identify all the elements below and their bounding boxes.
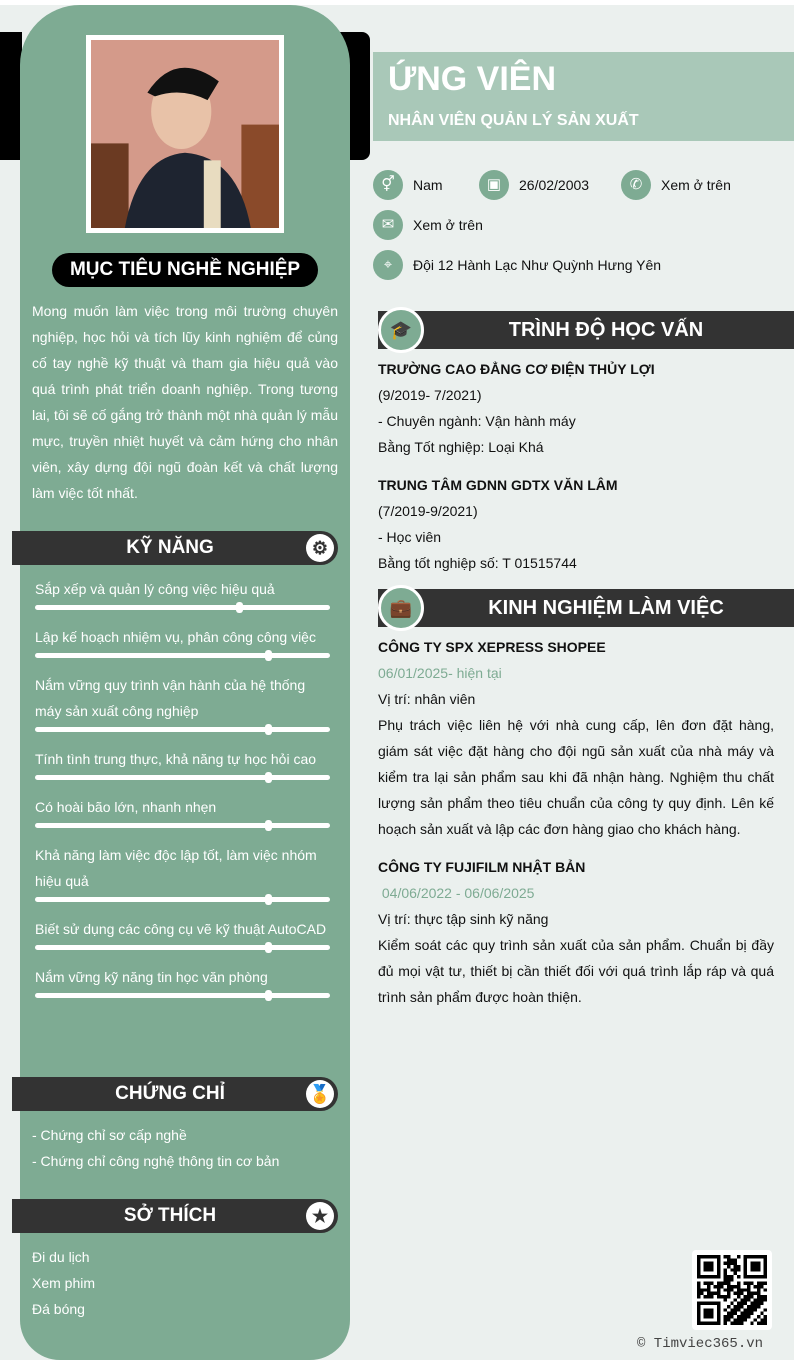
skill-label: Khả năng làm việc độc lập tốt, làm việc nhóm hiệu quả (35, 847, 317, 889)
company-name: CÔNG TY FUJIFILM NHẬT BẢN (378, 859, 586, 875)
contact-address (373, 250, 661, 280)
hobbies-header (12, 1199, 338, 1233)
skill-level-marker (265, 820, 272, 831)
gear-icon: ⚙ (306, 534, 334, 562)
skills-header (12, 531, 338, 565)
experience-period: 04/06/2022 - 06/06/2025 (378, 885, 535, 901)
calendar-icon: ▣ (479, 170, 509, 200)
skill-level-bar (35, 993, 330, 998)
hobbies-title: SỞ THÍCH (123, 1205, 217, 1226)
avatar (86, 35, 284, 233)
gender-icon: ⚥ (373, 170, 403, 200)
experience-description: Kiểm soát các quy trình sản xuất của sản phẩm. Chuẩn bị đầy đủ mọi vật tư, thiết bị cần thiết đối với quá trình lắp ráp và quá trình sản phẩm được hoàn thiện. (378, 937, 774, 1005)
skill-level-marker (265, 942, 272, 953)
skills-list (35, 576, 330, 1012)
skill-level-marker (265, 650, 272, 661)
hobbies-list (32, 1244, 95, 1322)
certificate-item: - Chứng chỉ sơ cấp nghề (32, 1127, 187, 1143)
education-header (378, 311, 794, 349)
skill-item (35, 624, 330, 658)
school-name: TRƯỜNG CAO ĐẲNG CƠ ĐIỆN THỦY LỢI (378, 361, 655, 377)
education-major: - Học viên (378, 529, 442, 545)
skill-item (35, 746, 330, 780)
skill-item (35, 964, 330, 998)
skill-item (35, 672, 330, 732)
education-period: (9/2019- 7/2021) (378, 387, 482, 403)
skill-item (35, 576, 330, 610)
phone-icon: ✆ (621, 170, 651, 200)
address-value: Đội 12 Hành Lạc Như Quỳnh Hưng Yên (413, 257, 662, 273)
experience-description: Phụ trách việc liên hệ với nhà cung cấp, lên đơn đặt hàng, giám sát việc đặt hàng cho đội ngũ sản xuất của nhà máy và kiểm tra lại sản phẩm sau khi đã nhận hàng. Nghiệm thu chất lượng sản phẩm theo tiêu chuẩn của công ty quy định. Lên kế hoạch sản xuất và lập các đơn hàng giao cho khách hàng. (378, 717, 774, 837)
contact-dob (479, 170, 589, 200)
candidate-name: ỨNG VIÊN (388, 60, 557, 98)
award-icon: 🏅 (306, 1080, 334, 1108)
education-item (378, 356, 774, 460)
contact-gender (373, 170, 443, 200)
education-period: (7/2019-9/2021) (378, 503, 478, 519)
skill-level-bar (35, 727, 330, 732)
skill-level-bar (35, 897, 330, 902)
experience-title: KINH NGHIỆM LÀM VIỆC (488, 597, 724, 619)
hobby-item: Đá bóng (32, 1301, 85, 1317)
copyright: © Timviec365.vn (637, 1336, 764, 1352)
skill-level-bar (35, 823, 330, 828)
company-name: CÔNG TY SPX XEPRESS SHOPEE (378, 639, 606, 655)
skill-item (35, 842, 330, 902)
skill-level-bar (35, 945, 330, 950)
hobby-item: Xem phim (32, 1275, 96, 1291)
location-icon: ⌖ (373, 250, 403, 280)
email-value: Xem ở trên (413, 217, 483, 233)
experience-role: Vị trí: thực tập sinh kỹ năng (378, 911, 549, 927)
skill-item (35, 794, 330, 828)
skill-label: Sắp xếp và quản lý công việc hiệu quả (35, 581, 275, 597)
skill-label: Nắm vững kỹ năng tin học văn phòng (35, 969, 268, 985)
graduation-cap-icon: 🎓 (378, 307, 424, 353)
certificates-header (12, 1077, 338, 1111)
skill-level-marker (265, 724, 272, 735)
skill-item (35, 916, 330, 950)
header-box (373, 52, 794, 141)
certificate-item: - Chứng chỉ công nghệ thông tin cơ bản (32, 1153, 280, 1169)
skill-label: Nắm vững quy trình vận hành của hệ thống máy sản xuất công nghiệp (35, 677, 306, 719)
skills-title: KỸ NĂNG (126, 537, 214, 558)
experience-period: 06/01/2025- hiện tại (378, 665, 502, 681)
skill-level-marker (265, 990, 272, 1001)
candidate-position: NHÂN VIÊN QUẢN LÝ SẢN XUẤT (388, 112, 639, 129)
objective-text: Mong muốn làm việc trong môi trường chuyên nghiệp, học hỏi và tích lũy kinh nghiệm để củng cố tay nghề kỹ thuật và tham gia hiệu quả vào quá trình phát triển doanh nghiệp. Trong tương lai, tôi sẽ cố gắng trở thành một nhà quản lý mẫu mực, truyền nhiệt huyết và cảm hứng cho nhân viên, xây dựng đội ngũ đoàn kết và chất lượng làm việc tốt nhất. (32, 303, 338, 501)
phone-value: Xem ở trên (661, 177, 731, 193)
education-major: - Chuyên ngành: Vận hành máy (378, 413, 576, 429)
contact-phone (621, 170, 731, 200)
certificates-list (32, 1122, 279, 1174)
experience-item (378, 634, 774, 842)
star-icon: ★ (306, 1202, 334, 1230)
skill-level-marker (265, 772, 272, 783)
skill-level-bar (35, 605, 330, 610)
dob-value: 26/02/2003 (519, 177, 590, 193)
skill-label: Lập kế hoạch nhiệm vụ, phân công công việc (35, 629, 316, 645)
contact-email (373, 210, 483, 240)
skill-level-marker (236, 602, 243, 613)
experience-header (378, 589, 794, 627)
hobby-item: Đi du lịch (32, 1249, 90, 1265)
experience-role: Vị trí: nhân viên (378, 691, 476, 707)
objective-title: MỤC TIÊU NGHỀ NGHIỆP (52, 253, 318, 287)
skill-label: Tính tình trung thực, khả năng tự học hỏi cao (35, 751, 317, 767)
school-name: TRUNG TÂM GDNN GDTX VĂN LÂM (378, 477, 618, 493)
skill-level-bar (35, 653, 330, 658)
education-degree: Bằng tốt nghiệp số: T 01515744 (378, 555, 577, 571)
education-degree: Bằng Tốt nghiệp: Loại Khá (378, 439, 544, 455)
skill-label: Có hoài bão lớn, nhanh nhẹn (35, 799, 217, 815)
email-icon: ✉ (373, 210, 403, 240)
skill-level-bar (35, 775, 330, 780)
qr-code (692, 1250, 772, 1330)
decor-bar-left (0, 32, 22, 160)
gender-value: Nam (413, 177, 443, 193)
education-title: TRÌNH ĐỘ HỌC VẤN (508, 319, 704, 341)
certificates-title: CHỨNG CHỈ (115, 1083, 225, 1104)
briefcase-icon: 💼 (378, 585, 424, 631)
skill-label: Biết sử dụng các công cụ vẽ kỹ thuật AutoCAD (35, 921, 327, 937)
skill-level-marker (265, 894, 272, 905)
education-item (378, 472, 774, 576)
experience-item (378, 854, 774, 1010)
